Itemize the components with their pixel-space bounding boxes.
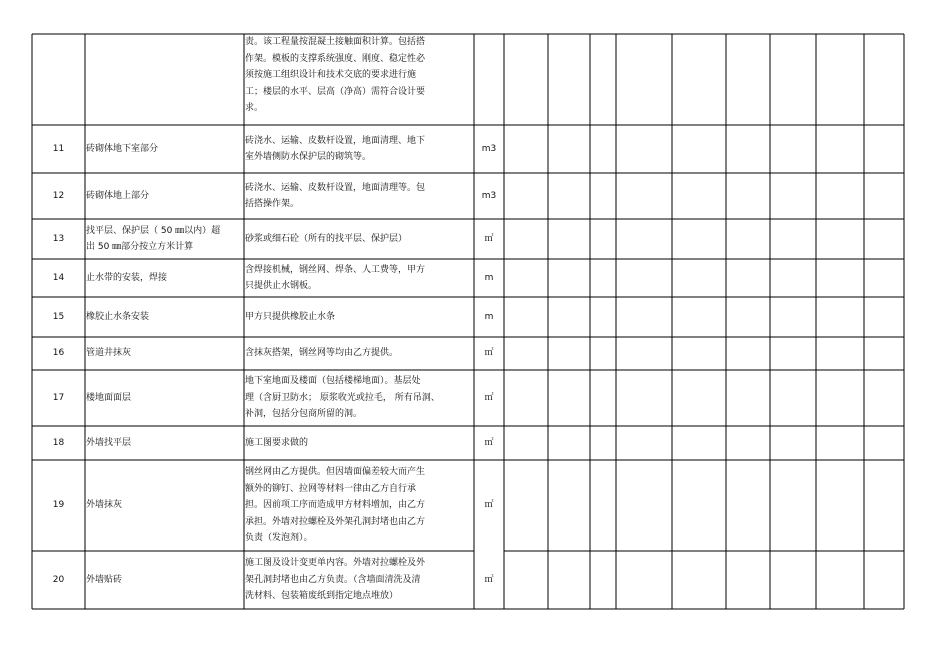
item-name: 外墙找平层	[86, 437, 132, 448]
unit: ㎡	[484, 348, 494, 359]
unit: ㎡	[484, 437, 494, 448]
item-name: 砖砌体地上部分	[86, 190, 150, 201]
item-name	[85, 34, 244, 125]
item-name: 楼地面面层	[86, 392, 132, 403]
unit: m	[484, 272, 494, 283]
item-description: 砖浇水、运输、皮数杆设置，地面清理等。包 括搭操作架。	[245, 182, 426, 209]
item-name: 砖砌体地下室部分	[86, 143, 159, 154]
item-name: 管道井抹灰	[86, 348, 132, 359]
item-description: 含焊接机械，钢丝网、焊条、人工费等，甲方 只提供止水钢板。	[245, 264, 426, 291]
row-number: 17	[52, 392, 65, 403]
unit	[474, 34, 504, 125]
item-name: 橡胶止水条安装	[86, 311, 150, 322]
item-description: 砂浆或细石砼（所有的找平层、保护层）	[245, 233, 408, 244]
item-description: 甲方只提供橡胶止水条	[245, 311, 336, 322]
row-number: 20	[52, 574, 65, 585]
unit: ㎡	[484, 500, 494, 511]
row-number: 19	[52, 500, 65, 511]
row-number	[32, 34, 85, 125]
row-number: 13	[52, 233, 65, 244]
unit: ㎡	[484, 392, 494, 403]
item-name: 找平层、保护层（ 50 ㎜以内）超 出 50 ㎜部分按立方米计算	[86, 225, 221, 252]
item-description: 施工图及设计变更单内容。外墙对拉螺栓及外 架孔洞封堵也由乙方负责。（含墙面清洗及清 洗材料、包装箱废纸到指定地点堆放）	[245, 558, 426, 602]
unit: m3	[481, 190, 497, 201]
item-name: 外墙贴砖	[86, 574, 123, 585]
item-description: 砖浇水、运输、皮数杆设置，地面清理、地下 室外墙侧防水保护层的砌筑等。	[245, 135, 426, 162]
item-description: 地下室地面及楼面（包括楼梯地面）。基层处 理（含厨卫防水； 原浆收光或拉毛， 所有吊洞、 补洞，包括分包商所留的洞。	[245, 376, 440, 420]
unit: m	[484, 311, 494, 322]
item-name: 止水带的安装，焊接	[86, 272, 168, 283]
unit: m3	[481, 143, 497, 154]
item-description: 责。该工程量按混凝土接触面积计算。包括搭 作架。模板的支撑系统强度、刚度、稳定性必 须按施工组织设计和技术交底的要求进行施 工；楼层的水平、层高（净高）需符合设计要 求。	[245, 37, 426, 113]
row-number: 18	[52, 437, 65, 448]
item-description: 施工图要求做的	[245, 437, 309, 448]
row-number: 11	[52, 143, 65, 154]
row-number: 14	[52, 272, 65, 283]
item-description: 含抹灰搭架，钢丝网等均由乙方提供。	[245, 348, 399, 359]
row-number: 12	[52, 190, 65, 201]
row-number: 15	[52, 311, 65, 322]
unit: ㎡	[484, 233, 494, 244]
item-description: 钢丝网由乙方提供。但因墙面偏差较大而产生 额外的铆钉、拉网等材料一律由乙方自行承 担。因前项工序而造成甲方材料增加，由乙方 承担。外墙对拉螺栓及外架孔洞封堵也由乙方 负责（发泡剂）。	[245, 467, 426, 544]
row-number: 16	[52, 348, 65, 359]
item-name: 外墙抹灰	[86, 500, 123, 511]
unit: ㎡	[484, 574, 494, 585]
